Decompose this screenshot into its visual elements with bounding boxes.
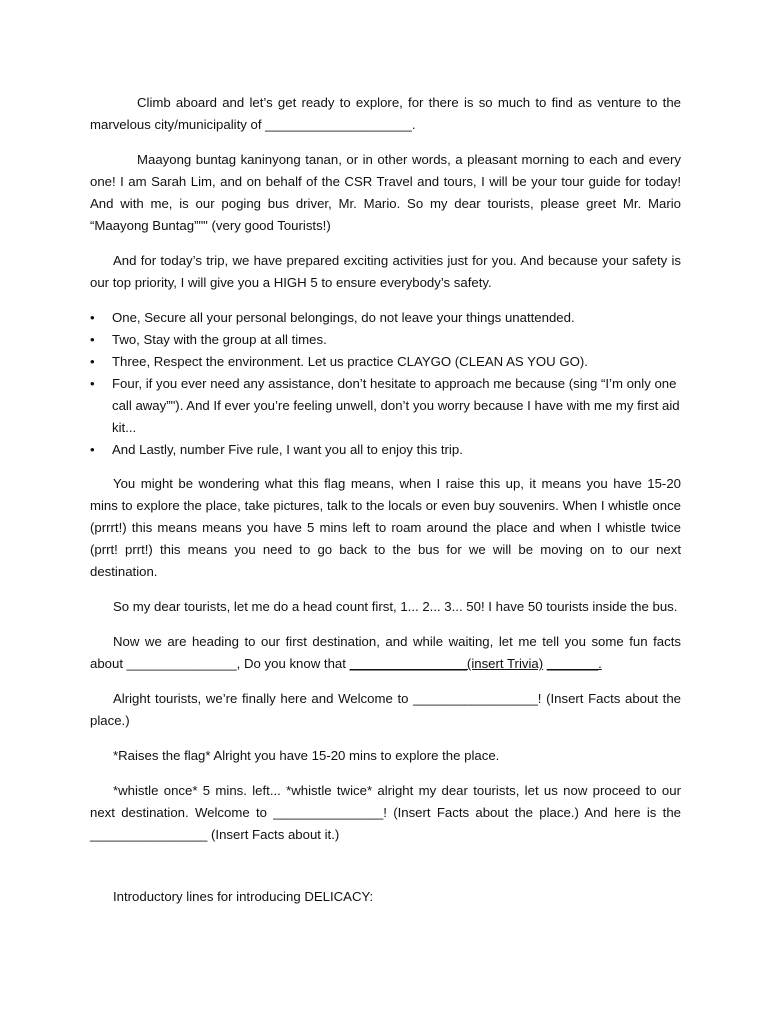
- list-item: • Four, if you ever need any assistance, don’t hesitate to approach me because (sing “I’m only one call away”"). And If ever you’re feeling unwell, don’t you worry because I have with me my first aid kit...: [112, 373, 681, 439]
- trivia-end-blank: _______.: [546, 656, 602, 671]
- trivia-blank: ________________(insert Trivia): [349, 656, 544, 671]
- paragraph-greeting: Maayong buntag kaninyong tanan, or in other words, a pleasant morning to each and every one! I am Sarah Lim, and on behalf of the CSR Travel and tours, I will be your tour guide for today! And with me, is our poging bus driver, Mr. Mario. So my dear tourists, please greet Mr. Mario “Maayong Buntag”"" (very good Tourists!): [90, 152, 681, 233]
- paragraph-next-destination: *whistle once* 5 mins. left... *whistle twice* alright my dear tourists, let us now proceed to our next destination. Welcome to _______________! (Insert Facts about the place.) And here is the ________________ (Insert Facts about it.): [90, 783, 681, 842]
- paragraph-fun-facts: [90, 631, 681, 675]
- paragraph-head-count: So my dear tourists, let me do a head count first, 1... 2... 3... 50! I have 50 tourists inside the bus.: [113, 599, 678, 614]
- paragraph-high-five-intro: And for today’s trip, we have prepared exciting activities just for you. And because your safety is our top priority, I will give you a HIGH 5 to ensure everybody’s safety.: [90, 253, 681, 290]
- paragraph-delicacy-intro: Introductory lines for introducing DELICACY:: [113, 889, 374, 904]
- list-item: • Two, Stay with the group at all times.: [112, 329, 681, 351]
- paragraph-raise-flag: *Raises the flag* Alright you have 15-20 mins to explore the place.: [113, 748, 500, 763]
- safety-rules-list: [90, 307, 681, 461]
- fun-facts-text: Now we are heading to our first destination, and while waiting, let me tell you some fun facts about _______________, Do you know that: [90, 634, 681, 671]
- paragraph-flag-meaning: You might be wondering what this flag means, when I raise this up, it means you have 15-20 mins to explore the place, take pictures, talk to the locals or even buy souvenirs. When I whistle once (prrrt!) this means means you have 5 mins left to roam around the place and when I whistle twice (prrt! prrt!) this means you need to go back to the bus for we will be moving on to our next destination.: [90, 476, 681, 579]
- paragraph-welcome-aboard: Climb aboard and let’s get ready to explore, for there is so much to find as venture to the marvelous city/municipality of ____________________.: [90, 95, 681, 132]
- paragraph-first-destination: Alright tourists, we’re finally here and Welcome to _________________! (Insert Facts about the place.): [90, 691, 681, 728]
- list-item: • Three, Respect the environment. Let us practice CLAYGO (CLEAN AS YOU GO).: [112, 351, 681, 373]
- list-item: • And Lastly, number Five rule, I want you all to enjoy this trip.: [112, 439, 681, 461]
- list-item: • One, Secure all your personal belongings, do not leave your things unattended.: [112, 307, 681, 329]
